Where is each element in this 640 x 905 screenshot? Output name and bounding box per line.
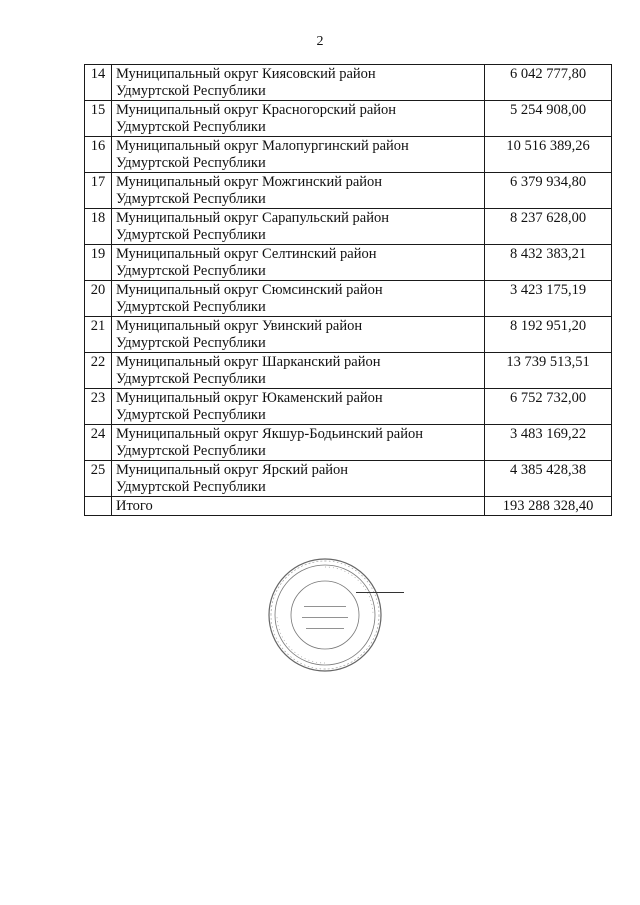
row-number: 17	[85, 173, 112, 209]
municipality-name-line1: Муниципальный округ Ярский район	[116, 462, 349, 478]
row-number: 21	[85, 317, 112, 353]
table-row	[85, 389, 612, 425]
row-number: 18	[85, 209, 112, 245]
municipality-name-line1: Муниципальный округ Шарканский район	[116, 354, 381, 370]
municipality-name	[112, 101, 485, 137]
municipality-name-line1: Муниципальный округ Киясовский район	[116, 66, 376, 82]
municipality-name	[112, 173, 485, 209]
signature-line	[356, 592, 404, 593]
amount-cell: 8 192 951,20	[485, 317, 612, 353]
table-row	[85, 137, 612, 173]
amount-cell: 8 432 383,21	[485, 245, 612, 281]
amount-cell: 8 237 628,00	[485, 209, 612, 245]
allocation-table	[84, 64, 612, 516]
municipality-name	[112, 137, 485, 173]
amount-cell: 10 516 389,26	[485, 137, 612, 173]
municipality-name-line2: Удмуртской Республики	[116, 371, 266, 387]
municipality-name	[112, 353, 485, 389]
municipality-name-line1: Муниципальный округ Сюмсинский район	[116, 282, 383, 298]
table-body	[85, 65, 612, 516]
total-row	[85, 497, 612, 516]
table-row	[85, 245, 612, 281]
total-amount: 193 288 328,40	[485, 497, 612, 516]
municipality-name	[112, 209, 485, 245]
municipality-name-line2: Удмуртской Республики	[116, 299, 266, 315]
municipality-name	[112, 461, 485, 497]
amount-cell: 6 752 732,00	[485, 389, 612, 425]
row-number: 22	[85, 353, 112, 389]
row-number: 25	[85, 461, 112, 497]
table-row	[85, 101, 612, 137]
table-row	[85, 425, 612, 461]
municipality-name-line1: Муниципальный округ Якшур-Бодьинский район	[116, 426, 424, 442]
table-row	[85, 353, 612, 389]
municipality-name-line2: Удмуртской Республики	[116, 407, 266, 423]
row-number: 14	[85, 65, 112, 101]
official-seal-stamp	[266, 556, 384, 674]
municipality-name	[112, 65, 485, 101]
table-row	[85, 281, 612, 317]
municipality-name	[112, 317, 485, 353]
municipality-name-line1: Муниципальный округ Увинский район	[116, 318, 363, 334]
row-number: 24	[85, 425, 112, 461]
municipality-name-line2: Удмуртской Республики	[116, 191, 266, 207]
municipality-name-line1: Муниципальный округ Юкаменский район	[116, 390, 383, 406]
municipality-name-line2: Удмуртской Республики	[116, 227, 266, 243]
table-row	[85, 209, 612, 245]
municipality-name-line2: Удмуртской Республики	[116, 335, 266, 351]
row-number: 19	[85, 245, 112, 281]
municipality-name-line1: Муниципальный округ Селтинский район	[116, 246, 377, 262]
table-row	[85, 461, 612, 497]
municipality-name-line1: Муниципальный округ Малопургинский район	[116, 138, 409, 154]
municipality-name-line1: Муниципальный округ Сарапульский район	[116, 210, 389, 226]
municipality-name-line2: Удмуртской Республики	[116, 263, 266, 279]
amount-cell: 13 739 513,51	[485, 353, 612, 389]
municipality-name-line2: Удмуртской Республики	[116, 83, 266, 99]
municipality-name-line1: Муниципальный округ Можгинский район	[116, 174, 383, 190]
municipality-name-line2: Удмуртской Республики	[116, 443, 266, 459]
table-row	[85, 65, 612, 101]
municipality-name	[112, 425, 485, 461]
total-label: Итого	[112, 497, 485, 516]
municipality-name-line2: Удмуртской Республики	[116, 155, 266, 171]
row-number: 20	[85, 281, 112, 317]
table-row	[85, 317, 612, 353]
municipality-name-line1: Муниципальный округ Красногорский район	[116, 102, 397, 118]
total-empty-cell	[85, 497, 112, 516]
municipality-name	[112, 245, 485, 281]
amount-cell: 6 379 934,80	[485, 173, 612, 209]
page-number: 2	[316, 34, 324, 49]
municipality-name-line2: Удмуртской Республики	[116, 479, 266, 495]
municipality-name	[112, 389, 485, 425]
row-number: 16	[85, 137, 112, 173]
amount-cell: 3 483 169,22	[485, 425, 612, 461]
table-row	[85, 173, 612, 209]
row-number: 23	[85, 389, 112, 425]
municipality-name	[112, 281, 485, 317]
amount-cell: 4 385 428,38	[485, 461, 612, 497]
municipality-name-line2: Удмуртской Республики	[116, 119, 266, 135]
amount-cell: 6 042 777,80	[485, 65, 612, 101]
amount-cell: 3 423 175,19	[485, 281, 612, 317]
row-number: 15	[85, 101, 112, 137]
amount-cell: 5 254 908,00	[485, 101, 612, 137]
